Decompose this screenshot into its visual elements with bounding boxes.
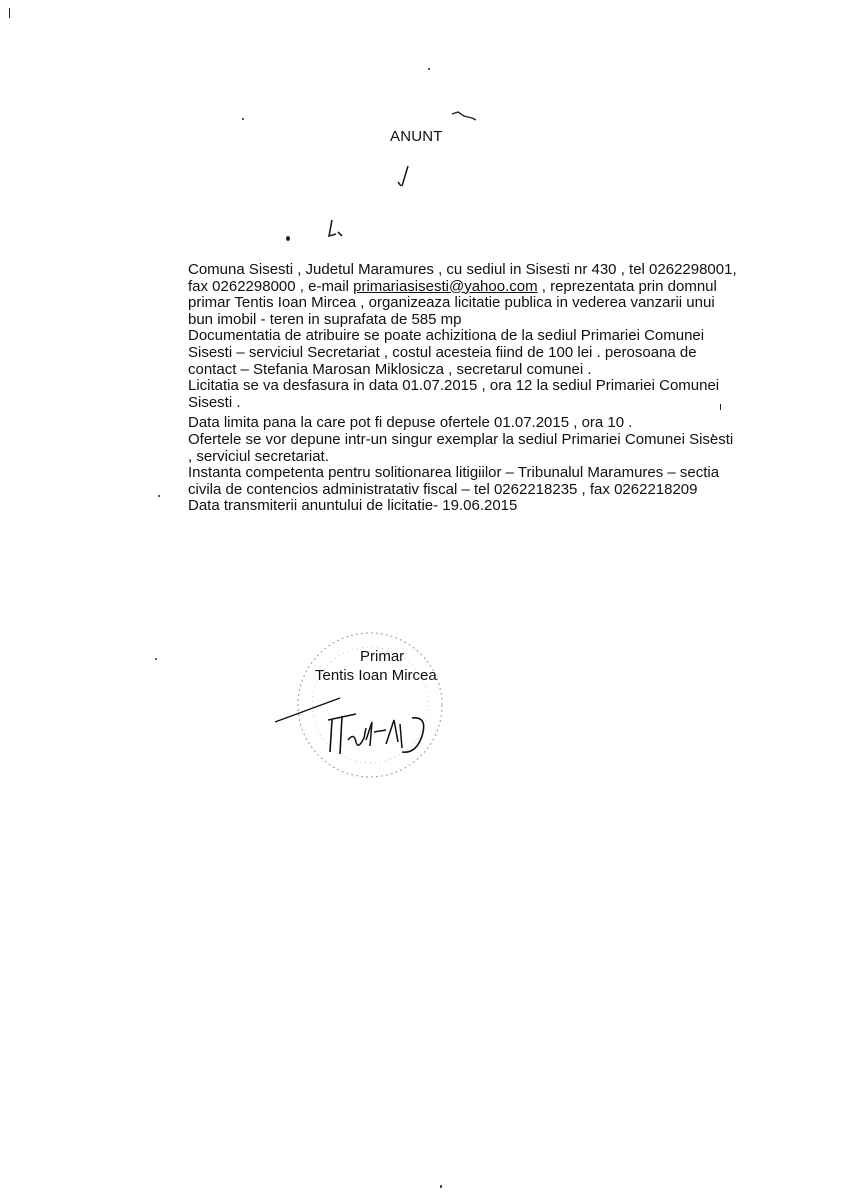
paragraph-commune-info <box>140 262 740 328</box>
paragraph-court: Instanta competenta pentru solitionarea litigiilor – Tribunalul Maramures – sectia civila de contencios administratativ fiscal – tel 0262218235 , fax 0262218209 <box>188 464 720 498</box>
paragraph-text: , reprezentata prin domnul primar Tentis Ioan Mircea , organizeaza licitatie publica in vederea vanzarii unui bun imobil - teren in suprafata de 585 mp <box>188 277 717 328</box>
scan-speck <box>428 68 430 70</box>
paragraph-auction-date: Licitatia se va desfasura in data 01.07.2015 , ora 12 la sediul Primariei Comunei Sisesti . <box>188 377 720 411</box>
scan-speck <box>9 8 10 18</box>
signer-title: Primar <box>360 648 405 665</box>
scan-speck <box>440 1185 442 1188</box>
paragraph-offer-submission: Ofertele se vor depune intr-un singur exemplar la sediul Primariei Comunei Sisesti , serviciul secretariat. <box>188 430 734 465</box>
scan-speck <box>242 118 244 120</box>
announcement-body <box>140 262 740 515</box>
document-title: ANUNT <box>390 128 443 145</box>
paragraph-transmission-date: Data transmiterii anuntului de licitatie- 19.06.2015 <box>188 497 518 515</box>
scan-speck <box>286 236 290 241</box>
signature-block <box>270 620 470 790</box>
scan-mark <box>322 218 344 240</box>
email-link[interactable]: primariasisesti@yahoo.com <box>353 277 538 295</box>
paragraph-documentation: Documentatia de atribuire se poate achizitiona de la sediul Primariei Comunei Sisesti – serviciul Secretariat , costul acesteia fiind de 100 lei . perosoana de contact – Stefania Marosan Miklosicza , secretarul comunei . <box>188 327 705 378</box>
scan-speck <box>155 658 157 660</box>
scan-mark <box>450 108 478 122</box>
paragraph-text: Comuna Sisesti , Judetul Maramures , cu sediul in Sisesti nr 430 , tel 0262298001, fax 0262298000 , e-mail <box>188 261 737 295</box>
scan-mark <box>396 164 412 190</box>
paragraph-deadline: Data limita pana la care pot fi depuse ofertele 01.07.2015 , ora 10 . <box>188 414 633 432</box>
signer-name: Tentis Ioan Mircea <box>315 667 437 684</box>
handwritten-signature <box>270 680 450 770</box>
